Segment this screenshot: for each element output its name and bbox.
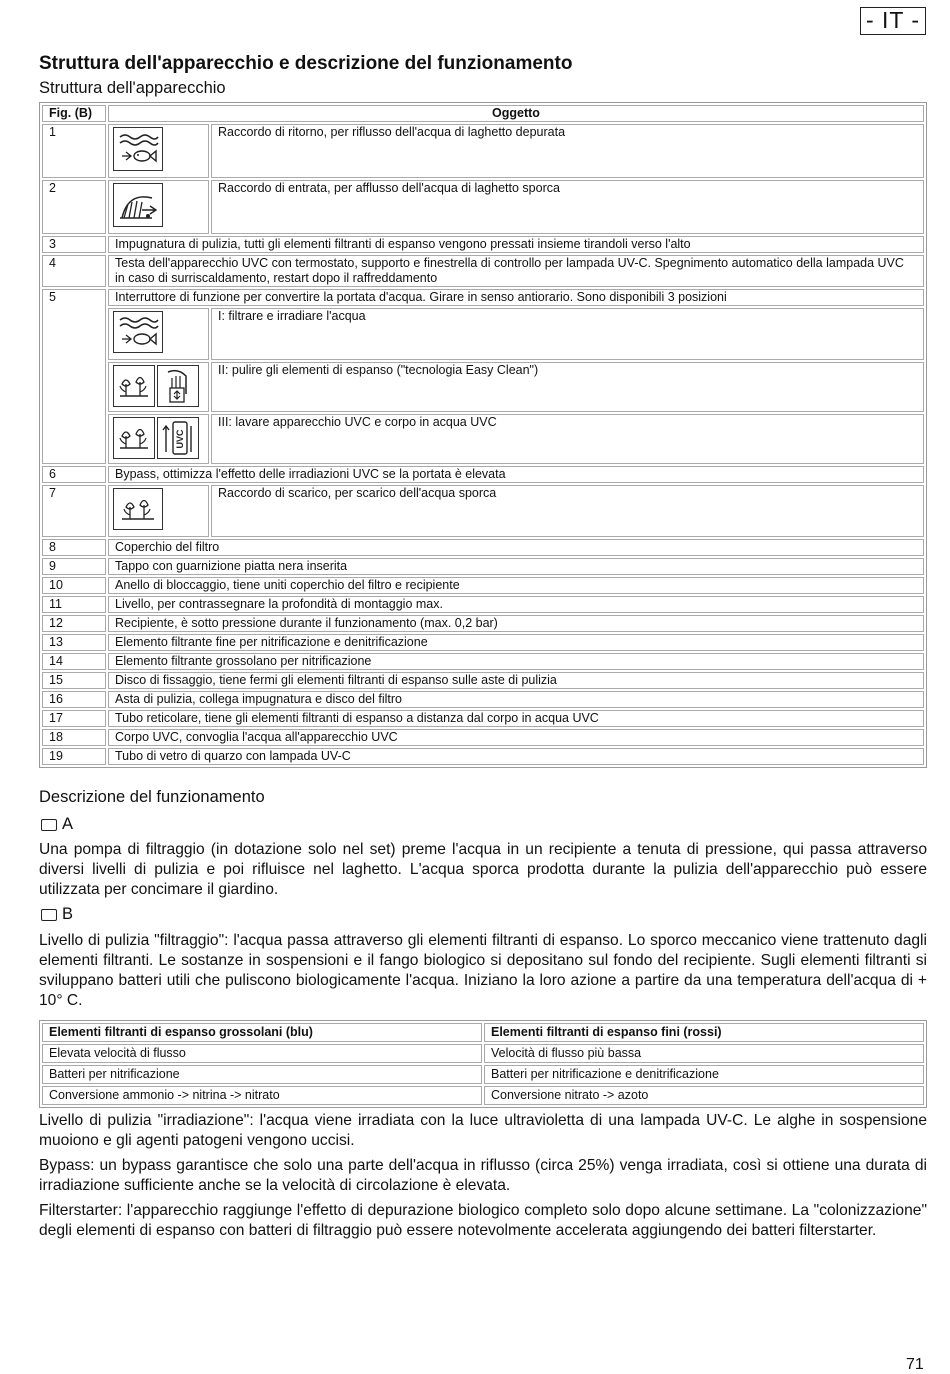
row-icon-cell — [108, 308, 209, 360]
table-row — [42, 672, 924, 689]
table-row — [42, 748, 924, 765]
row-number: 18 — [42, 729, 106, 746]
position-label: III: lavare apparecchio UVC e corpo in acqua UVC — [211, 414, 924, 464]
table-row — [42, 124, 924, 178]
row-text: Bypass, ottimizza l'effetto delle irradiazioni UVC se la portata è elevata — [108, 466, 924, 483]
row-text: Impugnatura di pulizia, tutti gli elementi filtranti di espanso vengono pressati insieme tirandoli verso l'alto — [108, 236, 924, 253]
figure-reference-b — [41, 905, 73, 924]
row-number: 13 — [42, 634, 106, 651]
table-row — [42, 729, 924, 746]
row-number: 7 — [42, 485, 106, 537]
table-row — [42, 1086, 924, 1105]
table-row — [42, 1065, 924, 1084]
column-header-coarse: Elementi filtranti di espanso grossolani (blu) — [42, 1023, 482, 1042]
row-number: 15 — [42, 672, 106, 689]
row-text: Anello di bloccaggio, tiene uniti coperchio del filtro e recipiente — [108, 577, 924, 594]
row-text: Coperchio del filtro — [108, 539, 924, 556]
row-text: Interruttore di funzione per convertire la portata d'acqua. Girare in senso antiorario. Sono disponibili 3 posizioni — [108, 289, 924, 306]
table-row — [42, 710, 924, 727]
table-row — [42, 236, 924, 253]
garden-flowers-icon — [113, 365, 155, 407]
table-row — [42, 180, 924, 234]
table-cell: Batteri per nitrificazione — [42, 1065, 482, 1084]
row-number: 16 — [42, 691, 106, 708]
page-subtitle: Struttura dell'apparecchio — [39, 79, 226, 97]
row-text: Raccordo di entrata, per afflusso dell'acqua di laghetto sporca — [211, 180, 924, 234]
table-row — [42, 577, 924, 594]
switch-position-row — [42, 308, 924, 360]
row-text: Livello, per contrassegnare la profondità di montaggio max. — [108, 596, 924, 613]
inlet-dirty-water-icon — [113, 183, 163, 227]
table-cell: Elevata velocità di flusso — [42, 1044, 482, 1063]
table-row — [42, 634, 924, 651]
page-number: 71 — [906, 1356, 924, 1373]
page-title: Struttura dell'apparecchio e descrizione del funzionamento — [39, 53, 573, 74]
column-header-object: Oggetto — [108, 105, 924, 122]
return-water-fish-icon — [113, 127, 163, 171]
row-icon-cell — [108, 485, 209, 537]
row-number: 14 — [42, 653, 106, 670]
row-text: Tubo di vetro di quarzo con lampada UV-C — [108, 748, 924, 765]
column-header-fig: Fig. (B) — [42, 105, 106, 122]
figure-box-icon — [41, 909, 57, 921]
uvc-rinse-icon — [157, 417, 199, 459]
row-number: 2 — [42, 180, 106, 234]
easy-clean-handle-icon — [157, 365, 199, 407]
row-text: Testa dell'apparecchio UVC con termostato, supporto e finestrella di controllo per lampada UV-C. Spegnimento automatico della lampada UVC in caso di surriscaldamento, restart dopo il raffreddamento — [108, 255, 924, 287]
position-label: II: pulire gli elementi di espanso ("tecnologia Easy Clean") — [211, 362, 924, 412]
table-row — [42, 615, 924, 632]
figure-reference-a — [41, 815, 73, 834]
row-text: Tappo con guarnizione piatta nera inserita — [108, 558, 924, 575]
switch-position-row — [42, 362, 924, 412]
column-header-fine: Elementi filtranti di espanso fini (rossi) — [484, 1023, 924, 1042]
table-row — [42, 653, 924, 670]
row-icon-cell — [108, 124, 209, 178]
row-number: 19 — [42, 748, 106, 765]
row-text: Tubo reticolare, tiene gli elementi filtranti di espanso a distanza dal corpo in acqua UVC — [108, 710, 924, 727]
row-number: 3 — [42, 236, 106, 253]
filter-irradiate-fish-icon — [113, 311, 163, 353]
table-row — [42, 539, 924, 556]
row-number: 1 — [42, 124, 106, 178]
structure-table — [39, 102, 927, 768]
row-icon-cell — [108, 180, 209, 234]
figure-label: B — [62, 905, 74, 923]
figure-box-icon — [41, 819, 57, 831]
row-icon-cell — [108, 362, 209, 412]
garden-flowers-icon — [113, 417, 155, 459]
filter-elements-table — [39, 1020, 927, 1108]
table-row — [42, 558, 924, 575]
table-row — [42, 485, 924, 537]
garden-flowers-icon — [113, 488, 163, 530]
row-number: 9 — [42, 558, 106, 575]
table-row — [42, 255, 924, 287]
position-label: I: filtrare e irradiare l'acqua — [211, 308, 924, 360]
table-cell: Batteri per nitrificazione e denitrificazione — [484, 1065, 924, 1084]
row-text: Recipiente, è sotto pressione durante il funzionamento (max. 0,2 bar) — [108, 615, 924, 632]
row-number: 4 — [42, 255, 106, 287]
uvc-icon-text: UVC — [175, 429, 185, 449]
row-icon-cell — [108, 414, 209, 464]
row-number: 5 — [42, 289, 106, 464]
table-header-row — [42, 105, 924, 122]
paragraph-overview: Una pompa di filtraggio (in dotazione solo nel set) preme l'acqua in un recipiente a tenuta di pressione, qui passa attraverso diversi livelli di pulizia e poi rifluisce nel laghetto. L'acqua sporca prodotta durante la pulizia dell'apparecchio può essere utilizzata per concimare il giardino. — [39, 841, 927, 898]
row-text: Disco di fissaggio, tiene fermi gli elementi filtranti di espanso sulle aste di pulizia — [108, 672, 924, 689]
row-number: 12 — [42, 615, 106, 632]
row-number: 6 — [42, 466, 106, 483]
row-text: Elemento filtrante fine per nitrificazione e denitrificazione — [108, 634, 924, 651]
row-number: 8 — [42, 539, 106, 556]
row-number: 11 — [42, 596, 106, 613]
table-cell: Conversione ammonio -> nitrina -> nitrato — [42, 1086, 482, 1105]
table-row — [42, 466, 924, 483]
language-badge: - IT - — [860, 7, 926, 35]
table-header-row — [42, 1023, 924, 1042]
paragraph-filtration: Livello di pulizia "filtraggio": l'acqua passa attraverso gli elementi filtranti di espanso. Lo sporco meccanico viene trattenuto dagli elementi filtranti. Le sostanze in sospensioni e il fango biologico si depositano sul fondo del recipiente. Sugli elementi filtranti si sviluppano batteri utili che puliscono biologicamente l'acqua. Iniziano la loro azione a partire da una temperatura dell'acqua di + 10° C. — [39, 932, 927, 1009]
row-text: Raccordo di scarico, per scarico dell'acqua sporca — [211, 485, 924, 537]
paragraph-irradiation: Livello di pulizia "irradiazione": l'acqua viene irradiata con la luce ultravioletta di una lampada UV-C. Le alghe in sospensione muoiono e gli agenti patogeni vengono uccisi. — [39, 1112, 927, 1149]
table-row — [42, 289, 924, 306]
row-text: Elemento filtrante grossolano per nitrificazione — [108, 653, 924, 670]
row-text: Corpo UVC, convoglia l'acqua all'apparecchio UVC — [108, 729, 924, 746]
table-cell: Velocità di flusso più bassa — [484, 1044, 924, 1063]
paragraph-bypass: Bypass: un bypass garantisce che solo una parte dell'acqua in riflusso (circa 25%) venga irradiata, così si ottiene una durata di irradiazione sufficiente anche se la velocità di circolazione è elevata. — [39, 1157, 927, 1194]
row-number: 10 — [42, 577, 106, 594]
figure-label: A — [62, 815, 74, 833]
table-cell: Conversione nitrato -> azoto — [484, 1086, 924, 1105]
function-heading: Descrizione del funzionamento — [39, 788, 265, 806]
paragraph-filterstarter: Filterstarter: l'apparecchio raggiunge l'effetto di depurazione biologico completo solo dopo alcune settimane. La "colonizzazione" degli elementi di espanso con batteri di filtraggio può essere notevolmente accelerata aggiungendo dei batteri filterstarter. — [39, 1202, 927, 1239]
row-number: 17 — [42, 710, 106, 727]
row-text: Raccordo di ritorno, per riflusso dell'acqua di laghetto depurata — [211, 124, 924, 178]
table-row — [42, 1044, 924, 1063]
switch-position-row — [42, 414, 924, 464]
table-row — [42, 596, 924, 613]
table-row — [42, 691, 924, 708]
row-text: Asta di pulizia, collega impugnatura e disco del filtro — [108, 691, 924, 708]
